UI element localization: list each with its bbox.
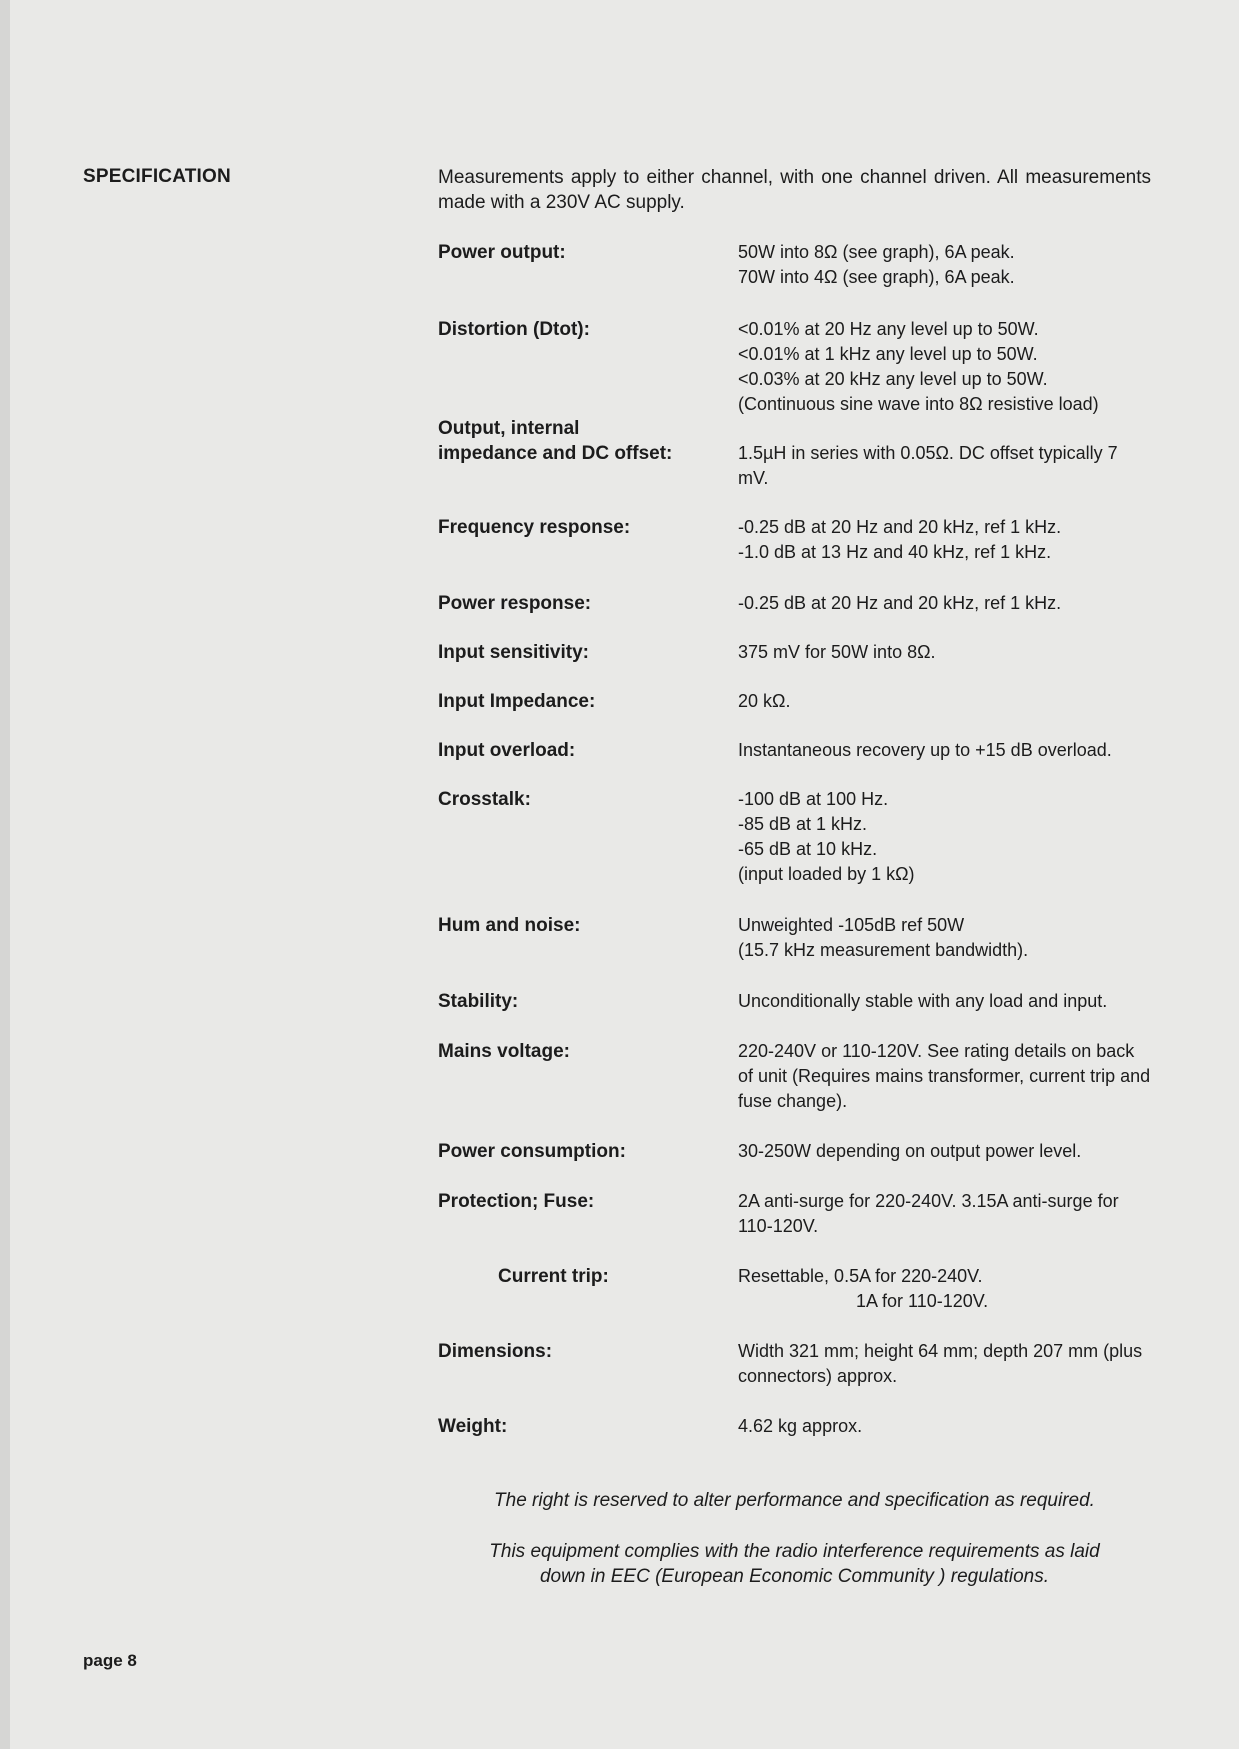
spec-value: [738, 591, 1151, 616]
spec-value-line: -0.25 dB at 20 Hz and 20 kHz, ref 1 kHz.: [738, 593, 1062, 613]
spec-label-line: Output, internal: [438, 418, 580, 439]
spec-label: Power response:: [438, 593, 592, 614]
spec-label: Input Impedance:: [438, 691, 596, 712]
spec-value-line: 220-240V or 110-120V. See rating details on back of unit (Requires mains transformer, current trip and fuse change).: [738, 1041, 1151, 1111]
spec-value-line: 1A for 110-120V.: [856, 1291, 989, 1311]
spec-value-line: (input loaded by 1 kΩ): [738, 864, 915, 884]
spec-value-line: Width 321 mm; height 64 mm; depth 207 mm (plus connectors) approx.: [738, 1341, 1143, 1386]
spec-value-line: 375 mV for 50W into 8Ω.: [738, 642, 936, 662]
spec-value-line: 1.5µH in series with 0.05Ω. DC offset typically 7 mV.: [738, 443, 1118, 488]
spec-value: [738, 640, 1151, 665]
spec-label: Power output:: [438, 242, 566, 263]
spec-value-line: (15.7 kHz measurement bandwidth).: [738, 940, 1029, 960]
spec-label: Input overload:: [438, 740, 576, 761]
spec-value-line: Unweighted -105dB ref 50W: [738, 915, 965, 935]
spec-label-line: impedance and DC offset:: [438, 443, 673, 464]
spec-value: [738, 515, 1151, 565]
compliance-note-line: down in EEC (European Economic Community ) regulations.: [539, 1566, 1049, 1587]
spec-label: Frequency response:: [438, 517, 631, 538]
spec-value-line: -100 dB at 100 Hz.: [738, 789, 889, 809]
spec-value-line: Unconditionally stable with any load and input.: [738, 991, 1108, 1011]
spec-value: [738, 1189, 1151, 1239]
spec-value-line: <0.03% at 20 kHz any level up to 50W.: [738, 369, 1048, 389]
spec-label: Crosstalk:: [438, 789, 531, 810]
spec-value-line: -65 dB at 10 kHz.: [738, 839, 878, 859]
spec-value: [738, 1039, 1151, 1114]
spec-label: Distortion (Dtot):: [438, 319, 590, 340]
spec-label: [438, 416, 728, 466]
spec-value-line: -1.0 dB at 13 Hz and 40 kHz, ref 1 kHz.: [738, 542, 1052, 562]
page-number: page 8: [83, 1651, 137, 1670]
spec-value-line: 20 kΩ.: [738, 691, 791, 711]
spec-label: Mains voltage:: [438, 1041, 570, 1062]
spec-label: Dimensions:: [438, 1341, 553, 1362]
spec-value-line: -85 dB at 1 kHz.: [738, 814, 868, 834]
spec-value-line: 50W into 8Ω (see graph), 6A peak.: [738, 242, 1015, 262]
spec-value: [738, 317, 1151, 417]
spec-value: [738, 689, 1151, 714]
section-title: SPECIFICATION: [83, 166, 231, 187]
spec-value-line: <0.01% at 20 Hz any level up to 50W.: [738, 319, 1039, 339]
spec-value: [738, 913, 1151, 963]
spec-value: [738, 1264, 1151, 1314]
spec-value: [738, 1414, 1151, 1439]
intro-paragraph: Measurements apply to either channel, with one channel driven. All measurements made with a 230V AC supply.: [438, 167, 1151, 213]
spec-label: Hum and noise:: [438, 915, 581, 936]
spec-value-line: Instantaneous recovery up to +15 dB overload.: [738, 740, 1112, 760]
spec-value: [738, 787, 1151, 887]
spec-label: Protection; Fuse:: [438, 1191, 595, 1212]
spec-value: [738, 240, 1151, 290]
spec-label: Stability:: [438, 991, 519, 1012]
spec-value: [738, 989, 1151, 1014]
spec-value: [738, 441, 1151, 491]
spec-label: Power consumption:: [438, 1141, 626, 1162]
page-edge: [0, 0, 10, 1749]
spec-value-line: -0.25 dB at 20 Hz and 20 kHz, ref 1 kHz.: [738, 517, 1062, 537]
spec-value-line: 2A anti-surge for 220-240V. 3.15A anti-surge for 110-120V.: [738, 1191, 1119, 1236]
spec-value-line: (Continuous sine wave into 8Ω resistive load): [738, 394, 1099, 414]
spec-value: [738, 1339, 1151, 1389]
spec-label: Current trip:: [498, 1266, 609, 1287]
compliance-note-line: This equipment complies with the radio interference requirements as laid: [489, 1541, 1100, 1562]
spec-value-line: Resettable, 0.5A for 220-240V.: [738, 1266, 983, 1286]
spec-value-line: <0.01% at 1 kHz any level up to 50W.: [738, 344, 1038, 364]
spec-value: [738, 738, 1151, 763]
compliance-note: [438, 1539, 1151, 1589]
spec-label: Input sensitivity:: [438, 642, 589, 663]
reserved-note: The right is reserved to alter performance and specification as required.: [494, 1490, 1095, 1511]
spec-value-line: 70W into 4Ω (see graph), 6A peak.: [738, 267, 1015, 287]
spec-label: Weight:: [438, 1416, 508, 1437]
spec-value-line: 30-250W depending on output power level.: [738, 1141, 1082, 1161]
spec-value-line: 4.62 kg approx.: [738, 1416, 863, 1436]
spec-value: [738, 1139, 1151, 1164]
